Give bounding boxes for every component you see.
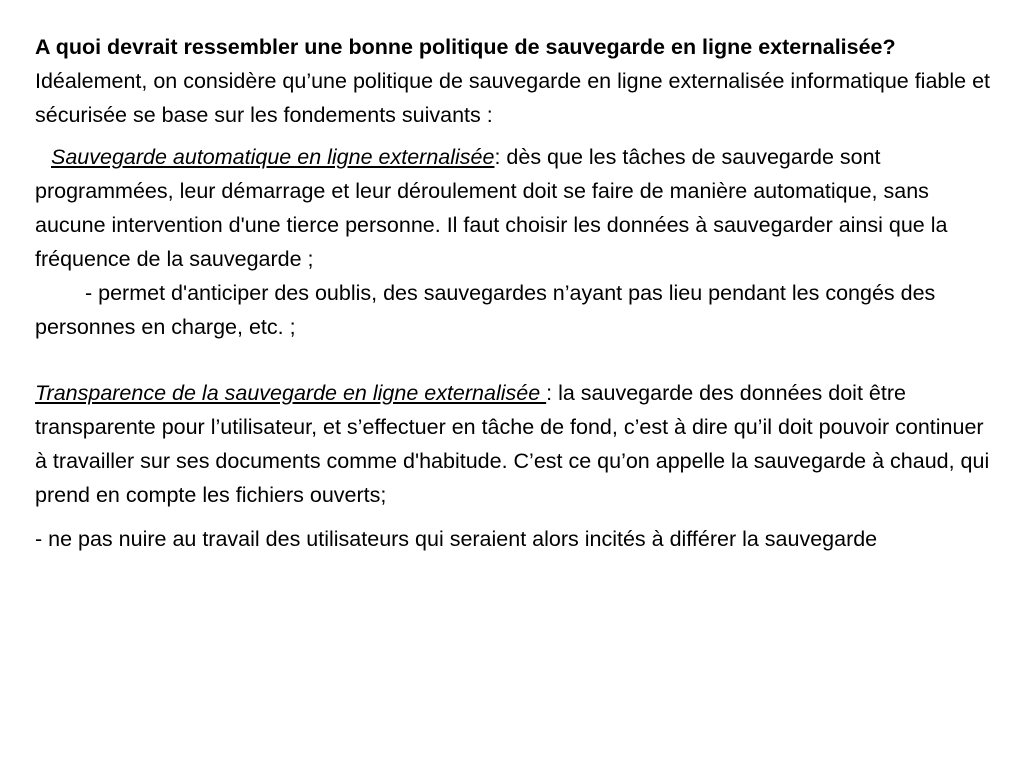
slide-title: A quoi devrait ressembler une bonne politique de sauvegarde en ligne externalisée? [35, 35, 896, 59]
point-automatic-backup-heading: Sauvegarde automatique en ligne externalisée [51, 145, 495, 169]
slide-content [35, 30, 990, 556]
intro-paragraph: Idéalement, on considère qu’une politique de sauvegarde en ligne externalisée informatique fiable et sécurisée se base sur les fondements suivants : [35, 69, 991, 127]
point-transparency [35, 376, 990, 512]
point-automatic-backup [35, 140, 990, 276]
point-transparency-text: : la sauvegarde des données doit être transparente pour l’utilisateur, et s’effectuer en tâche de fond, c’est à dire qu’il doit pouvoir continuer à travailler sur ses documents comme d'habitude. C’est ce qu’on appelle la sauvegarde à chaud, qui prend en compte les fichiers ouverts; [35, 381, 990, 507]
point-transparency-bullet: - ne pas nuire au travail des utilisateurs qui seraient alors incités à différer la sauvegarde [35, 527, 878, 551]
point-automatic-backup-bullet [35, 276, 990, 344]
point-automatic-backup-bullet-text: - permet d'anticiper des oublis, des sauvegardes n’ayant pas lieu pendant les congés des personnes en charge, etc. ; [35, 281, 936, 339]
point-automatic-backup-text: : dès que les tâches de sauvegarde sont programmées, leur démarrage et leur déroulement doit se faire de manière automatique, sans aucune intervention d'une tierce personne. Il faut choisir les données à sauvegarder ainsi que la fréquence de la sauvegarde ; [35, 145, 948, 271]
point-transparency-heading: Transparence de la sauvegarde en ligne externalisée [35, 381, 547, 405]
